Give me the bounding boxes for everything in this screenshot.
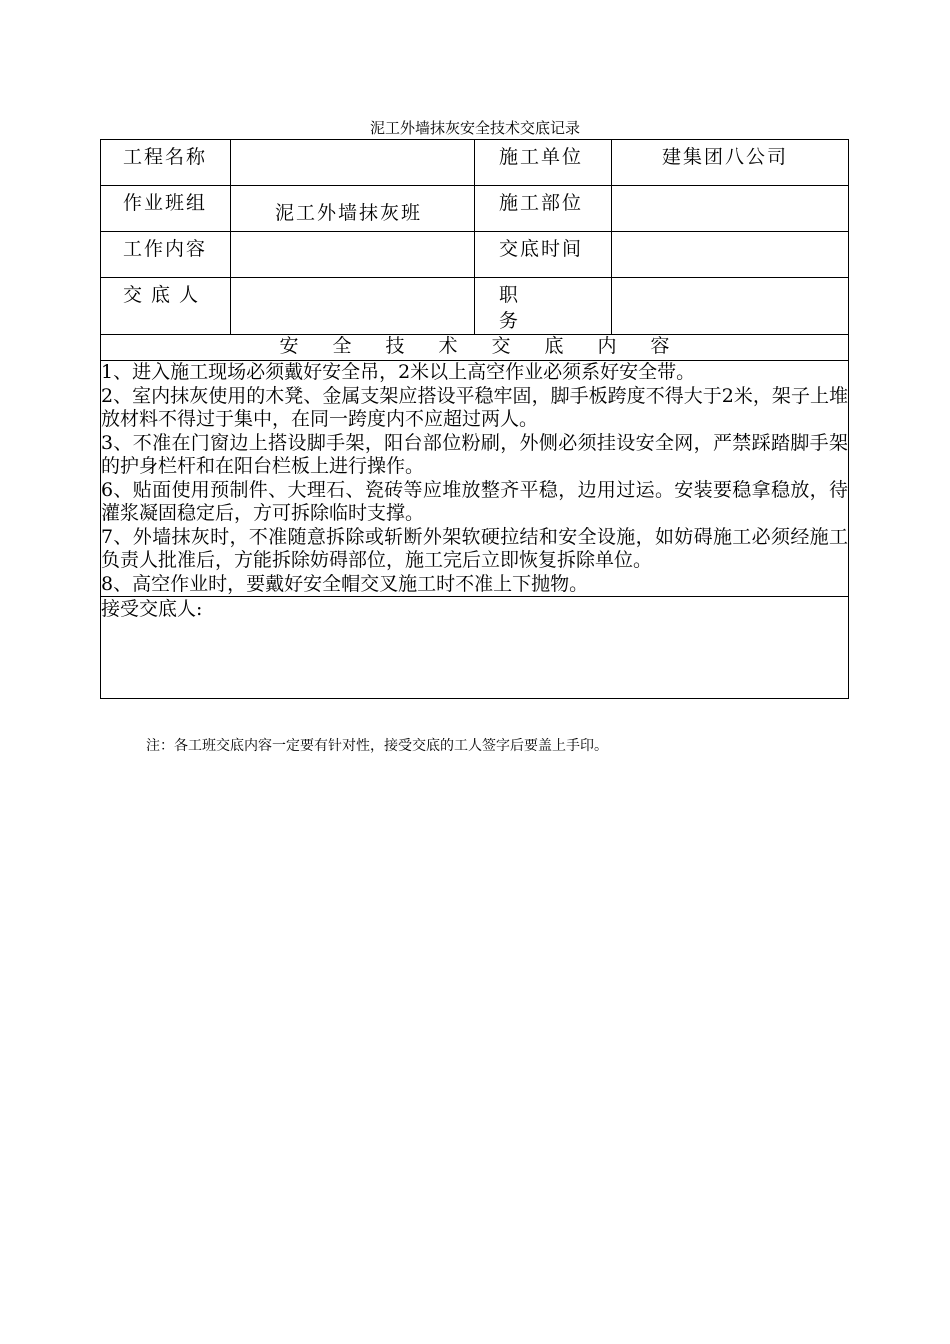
receiver-label: 接受交底人: — [101, 598, 203, 620]
row-section-heading — [101, 335, 849, 361]
briefing-item: 6、贴面使用预制件、大理石、瓷砖等应堆放整齐平稳，边用过运。安装要稳拿稳放，待灌浆凝固稳定后，方可拆除临时支撑。 — [101, 478, 848, 524]
briefing-item: 3、不准在门窗边上搭设脚手架，阳台部位粉刷，外侧必须挂设安全网，严禁踩踏脚手架的护身栏杆和在阳台栏板上进行操作。 — [101, 431, 848, 477]
briefer-label-cell — [101, 278, 231, 335]
row-work-team — [101, 186, 849, 232]
row-work-content — [101, 232, 849, 278]
position-label: 职务 — [499, 284, 557, 332]
construction-unit-value: 建集团八公司 — [662, 146, 789, 168]
construction-unit-label: 施工单位 — [499, 146, 584, 168]
briefing-content-cell — [101, 361, 849, 597]
row-briefing-content — [101, 361, 849, 597]
briefing-item: 7、外墙抹灰时，不准随意拆除或斩断外架软硬拉结和安全设施，如妨碍施工必须经施工负责人批准后，方能拆除妨碍部位，施工完后立即恢复拆除单位。 — [101, 525, 848, 571]
construction-part-label: 施工部位 — [499, 192, 584, 214]
briefing-time-value — [612, 232, 848, 236]
document-title: 泥工外墙抹灰安全技术交底记录 — [369, 119, 580, 137]
project-name-value-cell — [231, 140, 475, 186]
briefing-record-table — [100, 139, 849, 699]
briefing-item: 2、室内抹灰使用的木凳、金属支架应搭设平稳牢固，脚手板跨度不得大于2米，架子上堆放材料不得过于集中，在同一跨度内不应超过两人。 — [101, 384, 848, 430]
briefing-item: 1、进入施工现场必须戴好安全吊，2米以上高空作业必须系好安全带。 — [101, 361, 696, 383]
project-name-label: 工程名称 — [123, 146, 208, 168]
briefing-item: 8、高空作业时，要戴好安全帽交叉施工时不准上下抛物。 — [101, 572, 589, 595]
work-content-label: 工作内容 — [123, 238, 208, 260]
construction-unit-label-cell — [475, 140, 612, 186]
position-value-cell — [612, 278, 849, 335]
row-briefer — [101, 278, 849, 335]
construction-part-value-cell — [612, 186, 849, 232]
briefing-time-label-cell — [475, 232, 612, 278]
row-project-name — [101, 140, 849, 186]
construction-unit-value-cell — [612, 140, 849, 186]
position-label-cell — [475, 278, 612, 335]
receiver-cell — [101, 597, 849, 699]
position-value — [612, 278, 848, 282]
briefing-time-value-cell — [612, 232, 849, 278]
work-content-value — [231, 232, 474, 236]
work-team-label: 作业班组 — [123, 192, 208, 214]
footnote: 注：各工班交底内容一定要有针对性，接受交底的工人签字后要盖上手印。 — [146, 738, 608, 754]
work-content-value-cell — [231, 232, 475, 278]
briefer-value — [231, 278, 474, 282]
work-team-value: 泥工外墙抹灰班 — [275, 202, 423, 224]
briefer-value-cell — [231, 278, 475, 335]
briefer-label: 交底人 — [123, 284, 208, 306]
section-heading: 安全技术交底内容 — [279, 335, 704, 357]
construction-part-label-cell — [475, 186, 612, 232]
work-team-label-cell — [101, 186, 231, 232]
project-name-label-cell — [101, 140, 231, 186]
work-team-value-cell — [231, 186, 475, 232]
briefing-time-label: 交底时间 — [499, 238, 584, 260]
row-receiver — [101, 597, 849, 699]
project-name-value — [231, 140, 474, 144]
construction-part-value — [612, 186, 848, 190]
work-content-label-cell — [101, 232, 231, 278]
section-heading-cell — [101, 335, 849, 361]
